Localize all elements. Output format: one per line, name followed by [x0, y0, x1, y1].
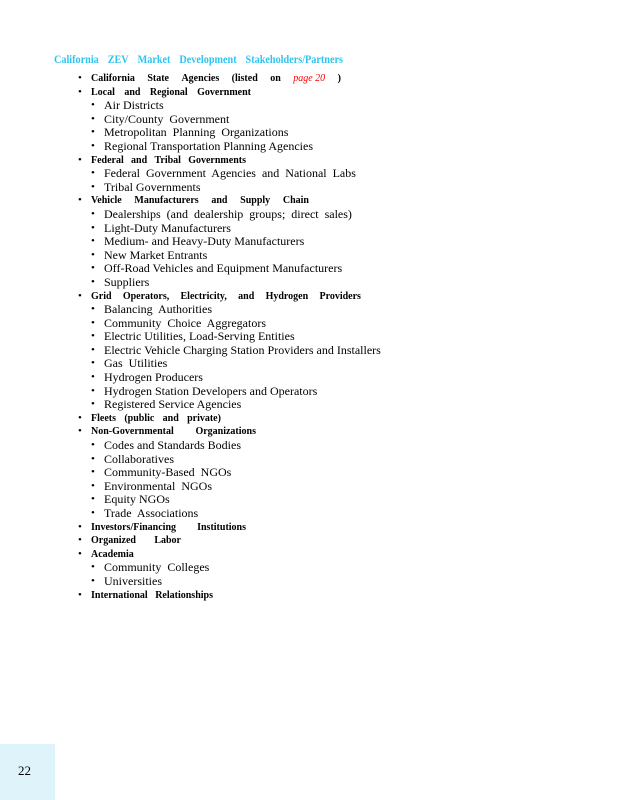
category-label-word: Operators,	[122, 290, 170, 302]
bullet-icon: •	[91, 507, 95, 519]
category-label-word: private)	[187, 412, 221, 424]
sub-item	[78, 561, 388, 575]
category-label-word: Federal	[91, 154, 124, 166]
sub-item	[78, 453, 388, 467]
bullet-icon: •	[91, 439, 95, 452]
category-item	[78, 154, 388, 195]
sub-item-label: Hydrogen Producers	[104, 370, 203, 385]
sub-item-label: Off-Road Vehicles and Equipment Manufacturers	[104, 261, 343, 276]
bullet-icon: •	[78, 85, 82, 98]
sub-item-label: Electric Vehicle Charging Station Providers and Installers	[104, 342, 381, 357]
sub-item-label: New Market Entrants	[104, 247, 208, 262]
sub-item	[78, 126, 388, 140]
sub-list	[78, 561, 388, 588]
category-label-word: on	[270, 73, 281, 84]
category-item	[78, 425, 388, 520]
sub-item-label: Electric Utilities, Load-Serving Entities	[104, 329, 295, 344]
category-label-word: and	[131, 154, 148, 166]
page-heading	[54, 52, 343, 67]
category-item	[78, 589, 388, 603]
bullet-icon: •	[78, 520, 82, 533]
category-item	[78, 412, 388, 426]
sub-item-label: Medium- and Heavy-Duty Manufacturers	[104, 234, 305, 249]
category-label	[91, 194, 309, 208]
category-item	[78, 548, 388, 589]
bullet-icon: •	[78, 588, 82, 601]
category-label-word: Vehicle	[91, 195, 122, 207]
sub-list	[78, 208, 388, 290]
sub-item	[78, 439, 388, 453]
sub-item	[78, 480, 388, 494]
category-label	[91, 154, 246, 168]
category-label-word: Regional	[149, 86, 188, 98]
category-label-word: Electricity,	[180, 290, 227, 302]
sub-item-label: Gas Utilities	[104, 356, 168, 371]
sub-item-label: Collaboratives	[104, 451, 174, 466]
category-label-word: Relationships	[155, 589, 213, 601]
sub-item	[78, 276, 388, 290]
bullet-icon: •	[78, 534, 82, 547]
category-label-word: Organizations	[195, 426, 256, 438]
bullet-icon: •	[91, 384, 95, 397]
sub-list	[78, 99, 388, 153]
sub-item	[78, 357, 388, 371]
sub-item	[78, 262, 388, 276]
category-item	[78, 534, 388, 548]
category-item	[78, 86, 388, 154]
category-item	[78, 72, 388, 86]
category-label-word: Supply	[240, 195, 271, 207]
sub-item	[78, 303, 388, 317]
category-label-word: Government	[197, 86, 251, 98]
bullet-icon: •	[91, 112, 95, 125]
sub-item	[78, 575, 388, 589]
sub-item	[78, 113, 388, 127]
bullet-icon: •	[91, 139, 95, 152]
sub-item	[78, 317, 388, 331]
bullet-icon: •	[91, 357, 95, 370]
category-label-word: (listed	[231, 73, 258, 84]
category-label	[91, 589, 213, 603]
bullet-icon: •	[78, 194, 82, 207]
category-label-word: Fleets	[91, 412, 116, 424]
sub-item	[78, 385, 388, 399]
category-label-word: Academia	[91, 548, 134, 560]
category-label-word: Governments	[188, 154, 246, 166]
sub-item	[78, 181, 388, 195]
category-label	[91, 521, 246, 535]
bullet-icon: •	[91, 180, 95, 193]
bullet-icon: •	[78, 425, 82, 438]
category-label-word: and	[211, 195, 228, 207]
category-label-word: Providers	[319, 290, 361, 302]
category-label-word: Grid	[91, 290, 112, 302]
category-label-word: Investors/Financing	[91, 521, 177, 533]
category-label-word: Chain	[282, 195, 309, 207]
sub-item-label: Light-Duty Manufacturers	[104, 220, 231, 235]
sub-item-label: Universities	[104, 573, 162, 588]
bullet-icon: •	[78, 72, 82, 84]
sub-item	[78, 167, 388, 181]
heading-word: ZEV	[107, 52, 129, 66]
sub-item-label: Community Colleges	[104, 560, 210, 575]
bullet-icon: •	[91, 398, 95, 411]
category-label	[91, 425, 256, 439]
category-label	[91, 72, 341, 86]
bullet-icon: •	[91, 493, 95, 506]
category-label	[91, 548, 134, 562]
sub-item	[78, 235, 388, 249]
bullet-icon: •	[91, 561, 95, 574]
category-label	[91, 290, 361, 304]
sub-item	[78, 466, 388, 480]
category-label-word: (public	[124, 412, 155, 424]
heading-word: Development	[179, 52, 237, 66]
page-reference-link[interactable]: page 20	[293, 73, 326, 84]
category-label-word: International	[91, 589, 148, 601]
category-label-suffix: )	[337, 73, 341, 84]
category-item	[78, 521, 388, 535]
bullet-icon: •	[91, 452, 95, 465]
bullet-icon: •	[78, 153, 82, 166]
category-label-word: Tribal	[154, 154, 181, 166]
bullet-icon: •	[78, 411, 82, 424]
category-label-word: and	[238, 290, 255, 302]
bullet-icon: •	[91, 99, 95, 112]
stakeholder-list	[78, 72, 388, 602]
sub-item	[78, 398, 388, 412]
category-label-word: Local	[91, 86, 115, 98]
bullet-icon: •	[91, 126, 95, 139]
sub-item-label: Community Choice Aggregators	[104, 315, 266, 330]
sub-item	[78, 140, 388, 154]
sub-item-label: Trade Associations	[104, 506, 199, 520]
bullet-icon: •	[91, 343, 95, 356]
category-label-word: State	[147, 73, 169, 84]
heading-word: Stakeholders/Partners	[245, 52, 343, 66]
sub-item-label: Tribal Governments	[104, 179, 201, 194]
category-label	[91, 534, 181, 548]
sub-item	[78, 507, 388, 521]
sub-item-label: Balancing Authorities	[104, 302, 212, 317]
sub-item-label: Federal Government Agencies and National Labs	[104, 166, 356, 181]
bullet-icon: •	[91, 466, 95, 479]
sub-item-label: Registered Service Agencies	[104, 397, 242, 412]
sub-item-label: City/County Government	[104, 111, 230, 126]
sub-item	[78, 249, 388, 263]
page-number: 22	[18, 763, 31, 778]
sub-item	[78, 330, 388, 344]
category-label-word: and	[124, 86, 141, 98]
category-label-word: and	[162, 412, 179, 424]
category-label-word: Hydrogen	[265, 290, 309, 302]
heading-word: Market	[137, 52, 171, 66]
bullet-icon: •	[78, 547, 82, 560]
category-item	[78, 194, 388, 289]
sub-item-label: Suppliers	[104, 274, 150, 289]
bullet-icon: •	[91, 275, 95, 288]
sub-item-label: Community-Based NGOs	[104, 465, 232, 480]
sub-list	[78, 167, 388, 194]
category-label-word: California	[91, 73, 135, 84]
bullet-icon: •	[78, 289, 82, 302]
bullet-icon: •	[91, 262, 95, 275]
bullet-icon: •	[91, 235, 95, 248]
bullet-icon: •	[91, 221, 95, 234]
sub-item	[78, 344, 388, 358]
bullet-icon: •	[91, 316, 95, 329]
bullet-icon: •	[91, 207, 95, 220]
sub-item	[78, 371, 388, 385]
category-label	[91, 86, 251, 100]
sub-item	[78, 208, 388, 222]
sub-item-label: Hydrogen Station Developers and Operators	[104, 383, 318, 398]
heading-word: California	[54, 52, 99, 66]
bullet-icon: •	[91, 248, 95, 261]
bullet-icon: •	[91, 479, 95, 492]
category-label-word: Agencies	[181, 73, 220, 84]
category-label-word: Non-Governmental	[91, 426, 174, 438]
sub-list	[78, 439, 388, 521]
sub-item-label: Equity NGOs	[104, 492, 170, 507]
category-label	[91, 412, 221, 426]
sub-item-label: Metropolitan Planning Organizations	[104, 125, 289, 140]
sub-item	[78, 222, 388, 236]
sub-item-label: Environmental NGOs	[104, 478, 212, 493]
sub-item-label: Dealerships (and dealership groups; direct sales)	[104, 206, 352, 221]
sub-item	[78, 99, 388, 113]
category-label-word: Labor	[154, 535, 181, 547]
bullet-icon: •	[91, 371, 95, 384]
sub-item-label: Codes and Standards Bodies	[104, 438, 241, 453]
bullet-icon: •	[91, 330, 95, 343]
category-label-word: Institutions	[197, 521, 246, 533]
sub-list	[78, 303, 388, 412]
sub-item-label: Air Districts	[104, 98, 164, 113]
category-item	[78, 290, 388, 412]
bullet-icon: •	[91, 167, 95, 180]
category-label-word: Organized	[91, 535, 136, 547]
sub-item	[78, 493, 388, 507]
sub-item-label: Regional Transportation Planning Agencies	[104, 138, 313, 153]
bullet-icon: •	[91, 574, 95, 587]
category-label-word: Manufacturers	[134, 195, 199, 207]
bullet-icon: •	[91, 303, 95, 316]
